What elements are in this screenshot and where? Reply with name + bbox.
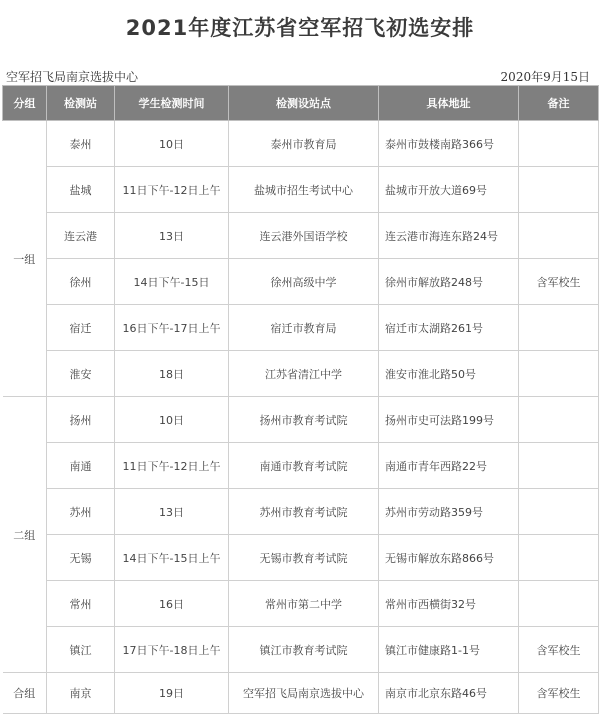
station-cell: 无锡 <box>47 535 115 581</box>
time-cell: 18日 <box>115 351 229 397</box>
meta-line <box>0 65 600 85</box>
time-cell: 16日 <box>115 581 229 627</box>
address-cell: 淮安市淮北路50号 <box>379 351 519 397</box>
group-cell: 一组 <box>3 121 47 397</box>
table-row <box>3 627 599 673</box>
note-cell <box>519 121 599 167</box>
site-cell: 盐城市招生考试中心 <box>229 167 379 213</box>
note-cell <box>519 213 599 259</box>
address-cell: 连云港市海连东路24号 <box>379 213 519 259</box>
site-cell: 徐州高级中学 <box>229 259 379 305</box>
site-cell: 江苏省清江中学 <box>229 351 379 397</box>
organizer: 空军招飞局南京选拔中心 <box>6 70 139 84</box>
note-cell <box>519 443 599 489</box>
header-group: 分组 <box>3 86 47 121</box>
address-cell: 盐城市开放大道69号 <box>379 167 519 213</box>
address-cell: 宿迁市太湖路261号 <box>379 305 519 351</box>
site-cell: 宿迁市教育局 <box>229 305 379 351</box>
address-cell: 常州市西横街32号 <box>379 581 519 627</box>
note-cell: 含军校生 <box>519 673 599 714</box>
header-note: 备注 <box>519 86 599 121</box>
site-cell: 连云港外国语学校 <box>229 213 379 259</box>
header-address: 具体地址 <box>379 86 519 121</box>
page-title: 2021年度江苏省空军招飞初选安排 <box>125 16 475 40</box>
site-cell: 泰州市教育局 <box>229 121 379 167</box>
table-row <box>3 397 599 443</box>
table-row <box>3 167 599 213</box>
table-row <box>3 443 599 489</box>
table-row <box>3 351 599 397</box>
note-cell: 含军校生 <box>519 627 599 673</box>
time-cell: 19日 <box>115 673 229 714</box>
station-cell: 镇江 <box>47 627 115 673</box>
address-cell: 南通市青年西路22号 <box>379 443 519 489</box>
note-cell <box>519 397 599 443</box>
table-row <box>3 535 599 581</box>
address-cell: 镇江市健康路1-1号 <box>379 627 519 673</box>
station-cell: 南京 <box>47 673 115 714</box>
group-cell: 二组 <box>3 397 47 673</box>
address-cell: 泰州市鼓楼南路366号 <box>379 121 519 167</box>
table-row <box>3 121 599 167</box>
note-cell <box>519 489 599 535</box>
time-cell: 10日 <box>115 121 229 167</box>
time-cell: 11日下午-12日上午 <box>115 443 229 489</box>
time-cell: 17日下午-18日上午 <box>115 627 229 673</box>
publish-date: 2020年9月15日 <box>500 70 590 84</box>
header-station: 检测站 <box>47 86 115 121</box>
station-cell: 常州 <box>47 581 115 627</box>
station-cell: 淮安 <box>47 351 115 397</box>
station-cell: 徐州 <box>47 259 115 305</box>
table-row <box>3 305 599 351</box>
note-cell <box>519 581 599 627</box>
table-row <box>3 259 599 305</box>
table-row <box>3 673 599 714</box>
table-row <box>3 489 599 535</box>
group-cell: 合组 <box>3 673 47 714</box>
table-row <box>3 213 599 259</box>
address-cell: 无锡市解放东路866号 <box>379 535 519 581</box>
header-time: 学生检测时间 <box>115 86 229 121</box>
station-cell: 宿迁 <box>47 305 115 351</box>
time-cell: 14日下午-15日上午 <box>115 535 229 581</box>
time-cell: 13日 <box>115 213 229 259</box>
address-cell: 苏州市劳动路359号 <box>379 489 519 535</box>
address-cell: 扬州市史可法路199号 <box>379 397 519 443</box>
site-cell: 南通市教育考试院 <box>229 443 379 489</box>
address-cell: 徐州市解放路248号 <box>379 259 519 305</box>
time-cell: 11日下午-12日上午 <box>115 167 229 213</box>
site-cell: 常州市第二中学 <box>229 581 379 627</box>
note-cell <box>519 351 599 397</box>
table-row <box>3 581 599 627</box>
note-cell <box>519 535 599 581</box>
site-cell: 空军招飞局南京选拔中心 <box>229 673 379 714</box>
station-cell: 盐城 <box>47 167 115 213</box>
site-cell: 苏州市教育考试院 <box>229 489 379 535</box>
site-cell: 镇江市教育考试院 <box>229 627 379 673</box>
station-cell: 南通 <box>47 443 115 489</box>
station-cell: 扬州 <box>47 397 115 443</box>
note-cell <box>519 167 599 213</box>
time-cell: 10日 <box>115 397 229 443</box>
address-cell: 南京市北京东路46号 <box>379 673 519 714</box>
note-cell: 含军校生 <box>519 259 599 305</box>
note-cell <box>519 305 599 351</box>
station-cell: 苏州 <box>47 489 115 535</box>
schedule-table <box>2 85 599 714</box>
site-cell: 无锡市教育考试院 <box>229 535 379 581</box>
site-cell: 扬州市教育考试院 <box>229 397 379 443</box>
time-cell: 14日下午-15日 <box>115 259 229 305</box>
header-site: 检测设站点 <box>229 86 379 121</box>
station-cell: 连云港 <box>47 213 115 259</box>
header-row <box>3 86 599 121</box>
station-cell: 泰州 <box>47 121 115 167</box>
time-cell: 16日下午-17日上午 <box>115 305 229 351</box>
time-cell: 13日 <box>115 489 229 535</box>
